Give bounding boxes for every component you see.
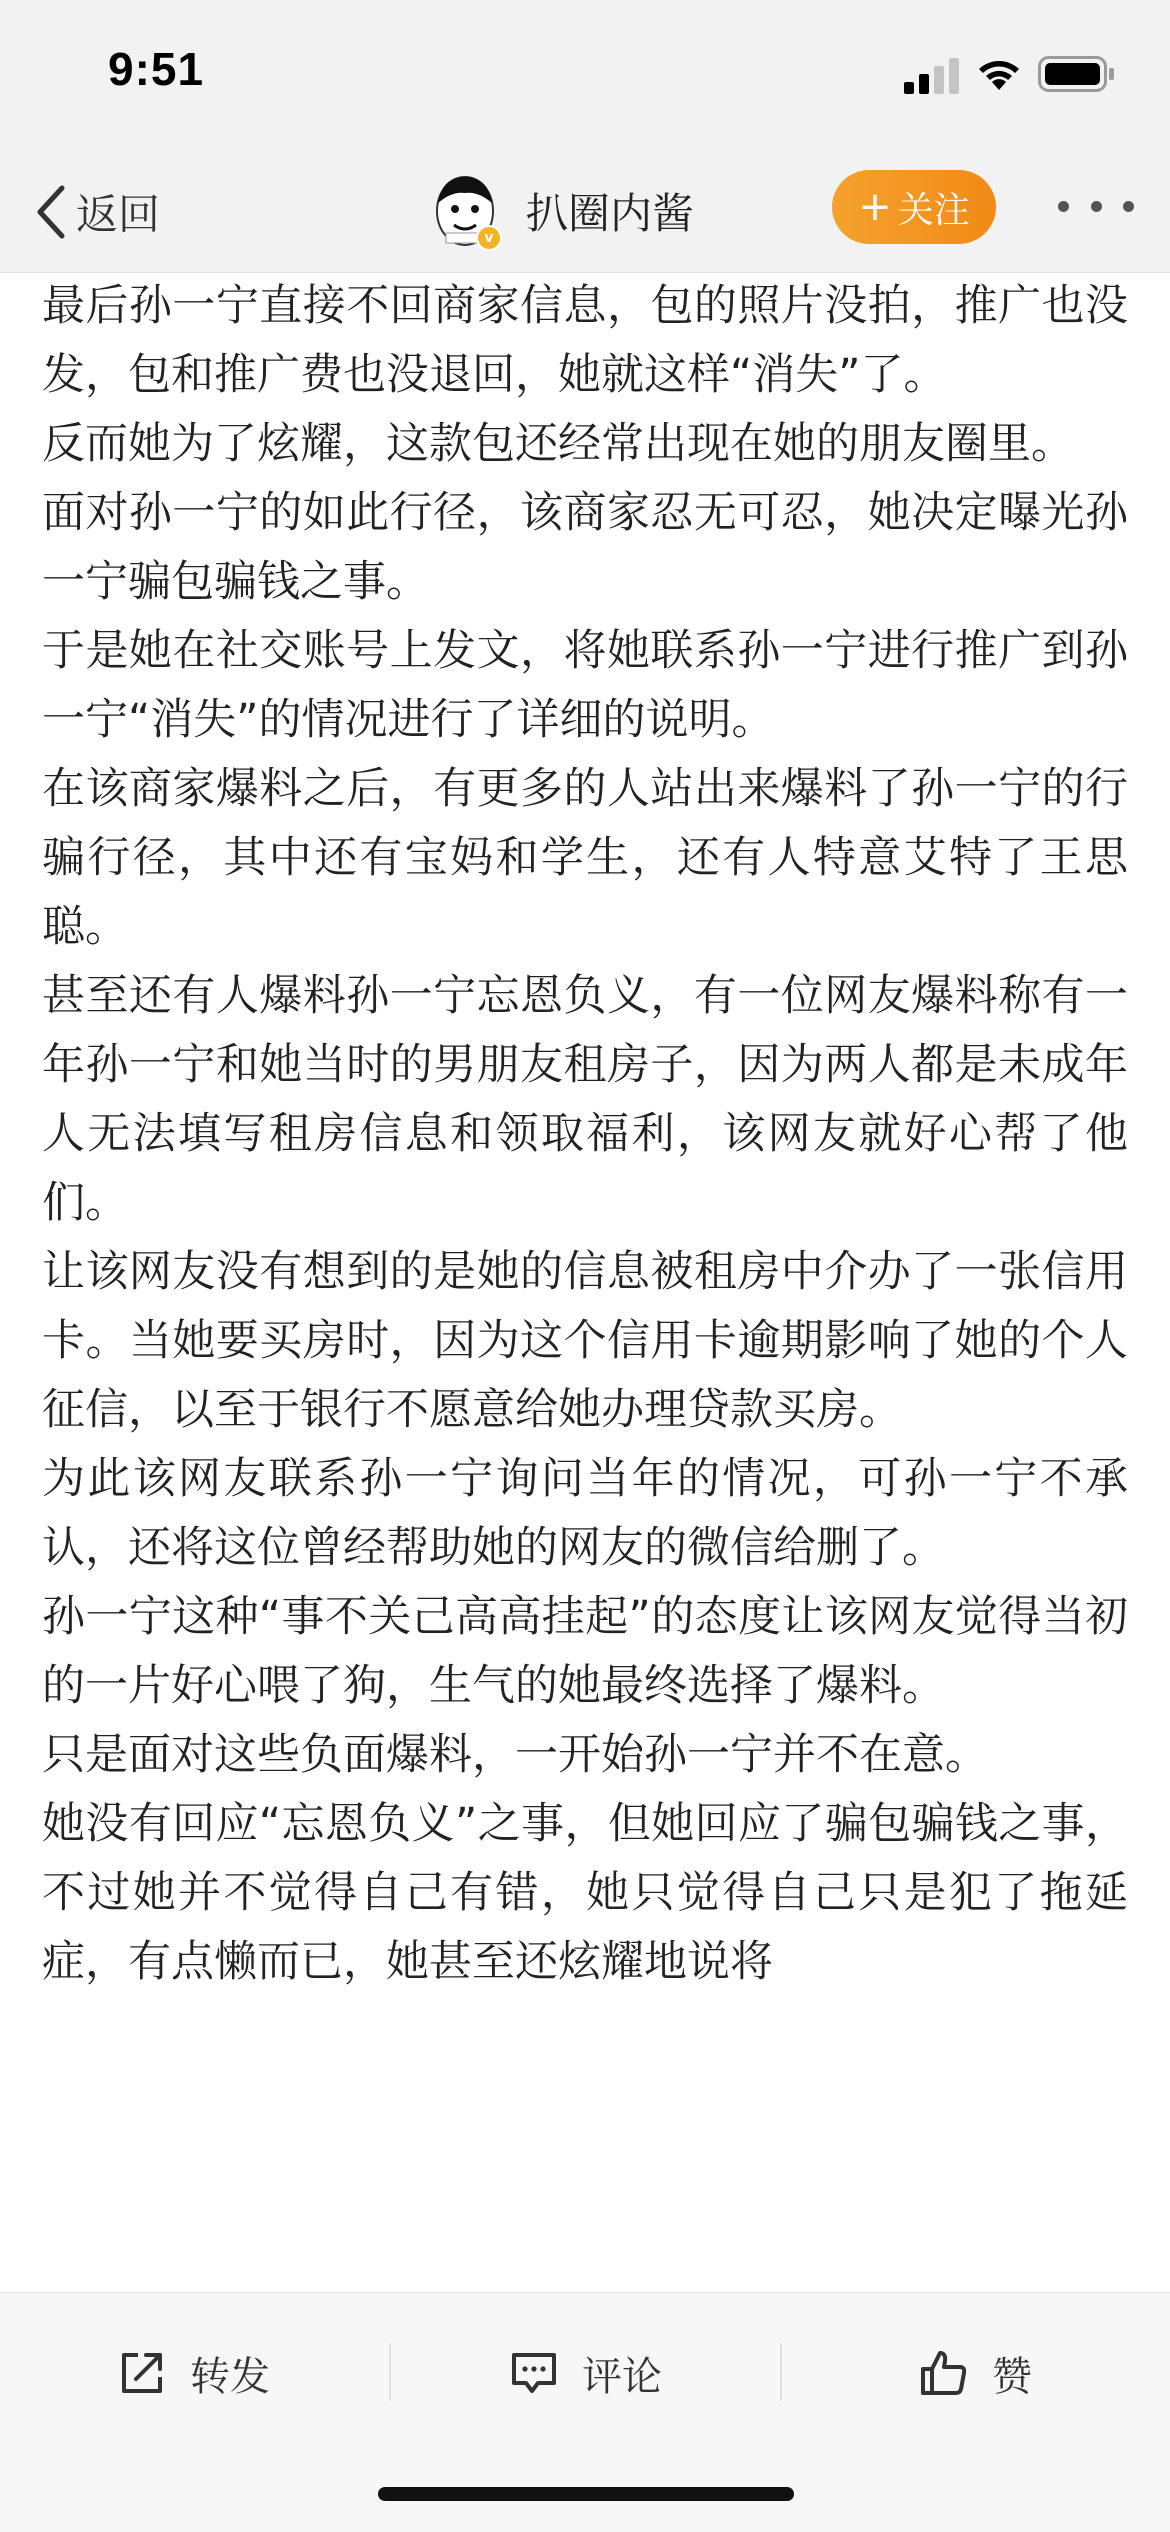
back-button[interactable] [34,172,160,252]
account-header[interactable] [432,166,694,256]
like-button[interactable] [918,2333,1032,2413]
account-name: 扒圈内酱 [526,189,695,238]
status-time: 9:51 [108,43,205,95]
article-paragraph: 反而她为了炫耀，这款包还经常出现在她的朋友圈里。 [42,419,1074,469]
thumbs-up-icon [918,2347,970,2399]
comment-button[interactable] [508,2333,662,2413]
more-dot-icon [1123,201,1134,212]
action-divider [389,2343,391,2401]
repost-label: 转发 [190,2353,270,2400]
like-label: 赞 [992,2353,1032,2400]
article-paragraph: 孙一宁这种“事不关己高高挂起”的态度让该网友觉得当初的一片好心喂了狗，生气的她最终选择了爆料。 [42,1592,1128,1711]
more-dot-icon [1091,201,1102,212]
home-indicator[interactable] [378,2487,794,2501]
navigation-bar [0,150,1170,273]
action-divider [780,2343,782,2401]
back-label: 返回 [76,190,161,239]
wifi-icon [974,54,1024,92]
share-icon [116,2347,168,2399]
follow-button[interactable] [832,170,996,244]
article-body[interactable] [42,272,1128,2292]
plus-icon: + [858,184,892,230]
more-options-button[interactable] [1058,188,1134,224]
follow-label: 关注 [897,189,970,231]
comment-label: 评论 [582,2353,662,2400]
article-paragraph: 于是她在社交账号上发文，将她联系孙一宁进行推广到孙一宁“消失”的情况进行了详细的说明。 [42,626,1128,745]
back-chevron-icon [34,182,68,242]
cellular-signal-icon [904,58,960,94]
article-paragraph: 只是面对这些负面爆料，一开始孙一宁并不在意。 [42,1730,988,1780]
comment-icon [508,2347,560,2399]
article-paragraph: 为此该网友联系孙一宁询问当年的情况，可孙一宁不承认，还将这位曾经帮助她的网友的微信给删了。 [42,1454,1128,1573]
account-avatar[interactable] [432,173,498,249]
article-paragraph: 她没有回应“忘恩负义”之事，但她回应了骗包骗钱之事，不过她并不觉得自己有错，她只觉得自己只是犯了拖延症，有点懒而已，她甚至还炫耀地说将 [42,1799,1128,1987]
repost-button[interactable] [116,2333,270,2413]
article-paragraph: 面对孙一宁的如此行径，该商家忍无可忍，她决定曝光孙一宁骗包骗钱之事。 [42,488,1128,607]
battery-icon [1038,56,1116,92]
article-paragraph: 让该网友没有想到的是她的信息被租房中介办了一张信用卡。当她要买房时，因为这个信用卡逾期影响了她的个人征信，以至于银行不愿意给她办理贷款买房。 [42,1247,1128,1435]
article-paragraph: 最后孙一宁直接不回商家信息，包的照片没拍，推广也没发，包和推广费也没退回，她就这样“消失”了。 [42,281,1128,400]
more-dot-icon [1058,201,1069,212]
status-bar [0,0,1170,150]
article-paragraph: 甚至还有人爆料孙一宁忘恩负义，有一位网友爆料称有一年孙一宁和她当时的男朋友租房子，因为两人都是未成年人无法填写租房信息和领取福利，该网友就好心帮了他们。 [42,971,1128,1228]
article-paragraph: 在该商家爆料之后，有更多的人站出来爆料了孙一宁的行骗行径，其中还有宝妈和学生，还有人特意艾特了王思聪。 [42,764,1128,952]
verified-badge-icon: v [476,225,502,251]
